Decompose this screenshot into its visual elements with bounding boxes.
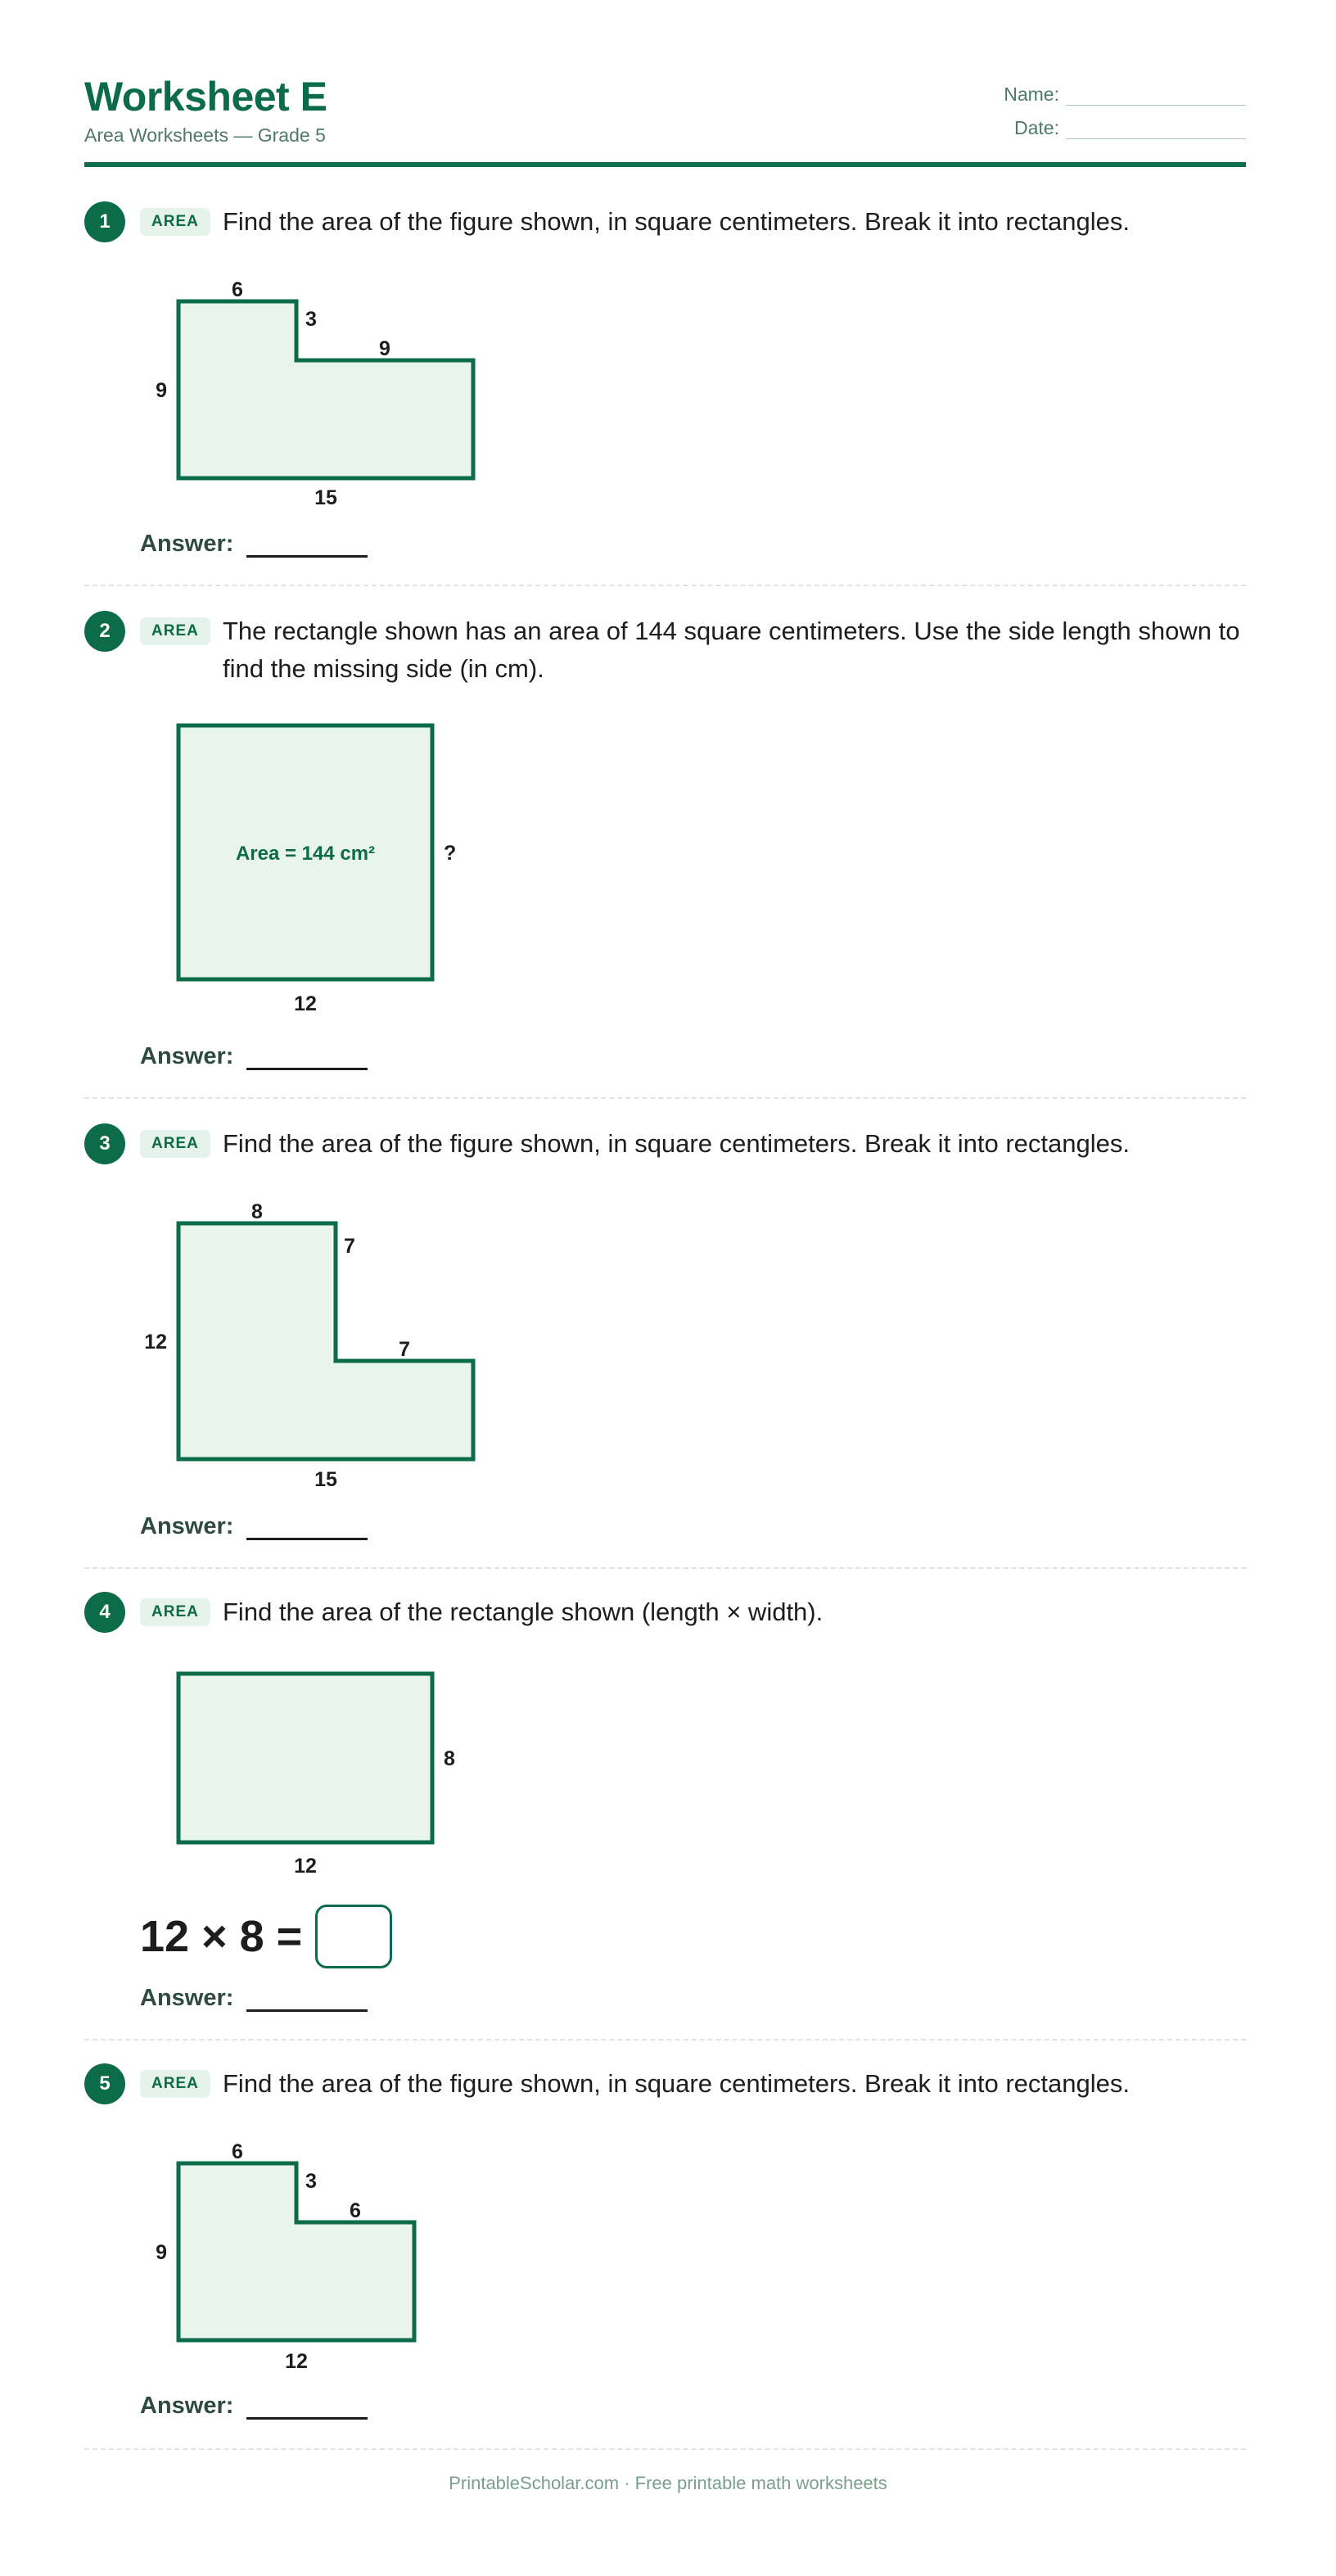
question-separator: [84, 2448, 1246, 2450]
question-separator: [84, 2039, 1246, 2040]
name-field[interactable]: [1004, 84, 1246, 106]
question-number: 1: [84, 201, 125, 242]
header-divider: [84, 162, 1246, 167]
label-right: 8: [444, 1747, 455, 1770]
label-step-down: 7: [344, 1235, 355, 1258]
label-bottom: 12: [294, 1855, 317, 1878]
date-label: Date:: [1014, 117, 1059, 138]
question-5: [84, 2063, 1246, 2450]
label-step-down: 3: [305, 2170, 317, 2193]
figure-shape: [178, 1674, 432, 1842]
equation-row: [140, 1905, 392, 1968]
name-label: Name:: [1004, 84, 1059, 105]
answer-row: [140, 1985, 368, 2012]
date-field[interactable]: [1014, 117, 1246, 139]
answer-row: [140, 1043, 368, 1070]
label-bottom: 12: [294, 992, 317, 1015]
answer-label: Answer:: [140, 1513, 234, 1539]
area-label: Area = 144 cm²: [235, 843, 376, 865]
label-left: 9: [156, 379, 167, 402]
answer-blank[interactable]: [246, 2395, 368, 2420]
topic-tag: AREA: [140, 208, 210, 236]
question-text: Find the area of the figure shown, in square centimeters. Break it into rectangles.: [223, 2069, 1130, 2098]
label-top: 6: [232, 2140, 243, 2163]
question-number: 3: [84, 1123, 125, 1164]
topic-tag: AREA: [140, 1130, 210, 1158]
label-bottom: 15: [314, 1468, 337, 1491]
question-text: Find the area of the rectangle shown (length × width).: [223, 1598, 824, 1626]
label-step-right: 7: [399, 1338, 410, 1361]
question-separator: [84, 585, 1246, 586]
answer-row: [140, 531, 368, 558]
page-footer: PrintableScholar.com · Free printable math worksheets: [449, 2473, 887, 2493]
l-shape-figure: [142, 267, 551, 509]
question-number: 4: [84, 1592, 125, 1633]
label-left: 12: [144, 1331, 167, 1354]
answer-blank[interactable]: [246, 1046, 368, 1070]
l-shape-figure: [142, 1187, 551, 1491]
question-number: 5: [84, 2063, 125, 2104]
label-top: 8: [251, 1200, 263, 1223]
label-top: 6: [232, 278, 243, 301]
question-2: [84, 611, 1246, 1099]
rectangle-figure: [142, 717, 551, 1028]
answer-row: [140, 1513, 368, 1540]
question-number: 2: [84, 611, 125, 652]
question-text: Find the area of the figure shown, in square centimeters. Break it into rectangles.: [223, 207, 1130, 236]
answer-blank[interactable]: [246, 1516, 368, 1540]
equation-expression: 12 × 8 =: [140, 1912, 303, 1961]
l-shape-figure: [142, 2129, 551, 2375]
answer-label: Answer:: [140, 531, 234, 557]
label-left: 9: [156, 2241, 167, 2264]
answer-blank[interactable]: [246, 1987, 368, 2012]
figure-shape: [178, 1223, 473, 1459]
label-step-right: 9: [379, 337, 390, 360]
label-step-right: 6: [350, 2199, 361, 2222]
label-bottom: 15: [314, 486, 337, 509]
label-step-down: 3: [305, 308, 317, 331]
answer-label: Answer:: [140, 1985, 234, 2011]
question-separator: [84, 1567, 1246, 1569]
equation-answer-box[interactable]: [315, 1905, 392, 1968]
question-3: [84, 1123, 1246, 1569]
figure-shape: [178, 2163, 414, 2340]
answer-label: Answer:: [140, 1043, 234, 1069]
topic-tag: AREA: [140, 617, 210, 645]
worksheet-title: Worksheet E: [84, 74, 327, 120]
answer-row: [140, 2393, 368, 2420]
answer-label: Answer:: [140, 2393, 234, 2419]
question-4: [84, 1592, 1246, 2040]
name-line[interactable]: [1066, 89, 1246, 106]
topic-tag: AREA: [140, 1598, 210, 1626]
question-text: Find the area of the figure shown, in square centimeters. Break it into rectangles.: [223, 1129, 1130, 1158]
date-line[interactable]: [1066, 123, 1246, 139]
question-text: The rectangle shown has an area of 144 square centimeters. Use the side length shown to find the missing side (in cm).: [223, 617, 1240, 683]
question-separator: [84, 1097, 1246, 1099]
topic-tag: AREA: [140, 2070, 210, 2098]
rectangle-figure: [142, 1665, 551, 1887]
answer-blank[interactable]: [246, 533, 368, 558]
worksheet-subtitle: Area Worksheets — Grade 5: [84, 124, 326, 146]
label-bottom: 12: [285, 2350, 308, 2373]
figure-shape: [178, 301, 473, 478]
label-right: ?: [444, 842, 457, 865]
question-1: [84, 201, 1246, 586]
